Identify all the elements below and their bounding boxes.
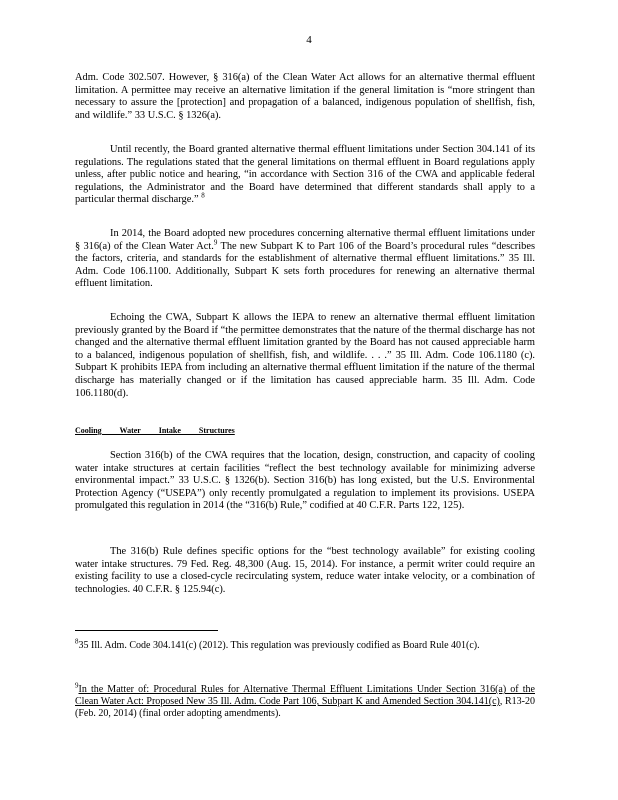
section-heading: Cooling Water Intake Structures — [75, 426, 235, 435]
footnote-8-text: 35 Ill. Adm. Code 304.141(c) (2012). This regulation was previously codified as Board Rule 401(c). — [78, 640, 480, 651]
paragraph-6-text: The 316(b) Rule defines specific options for the “best technology available” for existing cooling water intake structures. 79 Fed. Reg. 48,300 (Aug. 15, 2014). For instance, a permit writer could require an existing facility to use a closed-cycle recirculating system, reduce water intake velocity, or a combination of technologies. 40 C.F.R. § 125.94(c). — [75, 546, 535, 595]
paragraph-4-text: Echoing the CWA, Subpart K allows the IEPA to renew an alternative thermal effluent limitation previously granted by the Board if “the permittee demonstrates that the nature of the thermal discharge has not changed and the alternative thermal effluent limitation granted by the Board has not caused appreciable harm to a balanced, indigenous population of shellfish, fish, and wildlife. . . .” 35 Ill. Adm. Code 106.1180 (c). Subpart K prohibits IEPA from including an alternative thermal effluent limitation if the nature of the thermal discharge has materially changed or if the limitation has caused appreciable harm. 35 Ill. Adm. Code 106.1180(d). — [75, 312, 535, 399]
paragraph-5-text: Section 316(b) of the CWA requires that the location, design, construction, and capacity of cooling water intake structures at certain facilities “reflect the best technology available for minimizing adverse environmental impact.” 33 U.S.C. § 1326(b). Section 316(b) has long existed, but the U.S. Environmental Protection Agency (“USEPA”) only recently promulgated a regulation to implement its provisions. USEPA promulgated this regulation in 2014 (the “316(b) Rule,” codified at 40 C.F.R. Parts 122, 125). — [75, 450, 535, 512]
paragraph-2-text — [75, 144, 535, 207]
footnote-8 — [75, 637, 535, 652]
footnote-divider — [75, 630, 218, 631]
footnote-8-mark: 8 — [75, 637, 79, 646]
paragraph-3-text — [75, 228, 535, 291]
paragraph-4 — [75, 312, 535, 400]
page-number: 4 — [306, 34, 312, 46]
paragraph-2-body: Until recently, the Board granted alternative thermal effluent limitations under Section 304.141 of its regulations. The regulations stated that the general limitations on thermal effluent in Board regulations apply unless, after public notice and hearing, “in accordance with Section 316 of the CWA and applicable federal regulations, the Administrator and the Board have determined that different standards shall apply to a particular thermal discharge.” — [75, 144, 535, 206]
paragraph-3 — [75, 228, 535, 291]
paragraph-2 — [75, 144, 535, 207]
paragraph-3-body-a: In 2014, the Board adopted new procedures concerning alternative thermal effluent limitations under § 316(a) of the Clean Water Act. — [75, 228, 535, 252]
paragraph-1-text: Adm. Code 302.507. However, § 316(a) of the Clean Water Act allows for an alternative thermal effluent limitation. A permittee may receive an alternative limitation if the general limitation is “more stringent than necessary to assure the [protection] and propagation of a balanced, indigenous population of shellfish, fish, and wildlife.” 33 U.S.C. § 1326(a). — [75, 72, 535, 121]
footnote-9-mark: 9 — [75, 681, 79, 690]
footnote-ref-9: 9 — [213, 238, 218, 247]
paragraph-3-body-b: The new Subpart K to Part 106 of the Board’s procedural rules “describes the factors, criteria, and standards for the establishment of alternative thermal effluent limitations.” 35 Ill. Adm. Code 106.1100. Additionally, Subpart K sets forth procedures for renewing an alternative thermal effluent limitation. — [75, 240, 535, 290]
footnote-9-case-title: In the Matter of: Procedural Rules for Alternative Thermal Effluent Limitations Under Section 316(a) of the Clean Water Act: Proposed New 35 Ill. Adm. Code Part 106, Subpart K and Amended Section 304.141(c) — [75, 684, 535, 707]
footnote-9 — [75, 681, 536, 720]
paragraph-1 — [75, 72, 535, 122]
footnote-ref-8: 8 — [201, 191, 205, 200]
paragraph-6 — [75, 546, 535, 596]
footnote-9-citation: , R13-20 (Feb. 20, 2014) (final order adopting amendments). — [75, 696, 536, 719]
paragraph-5 — [75, 450, 535, 513]
